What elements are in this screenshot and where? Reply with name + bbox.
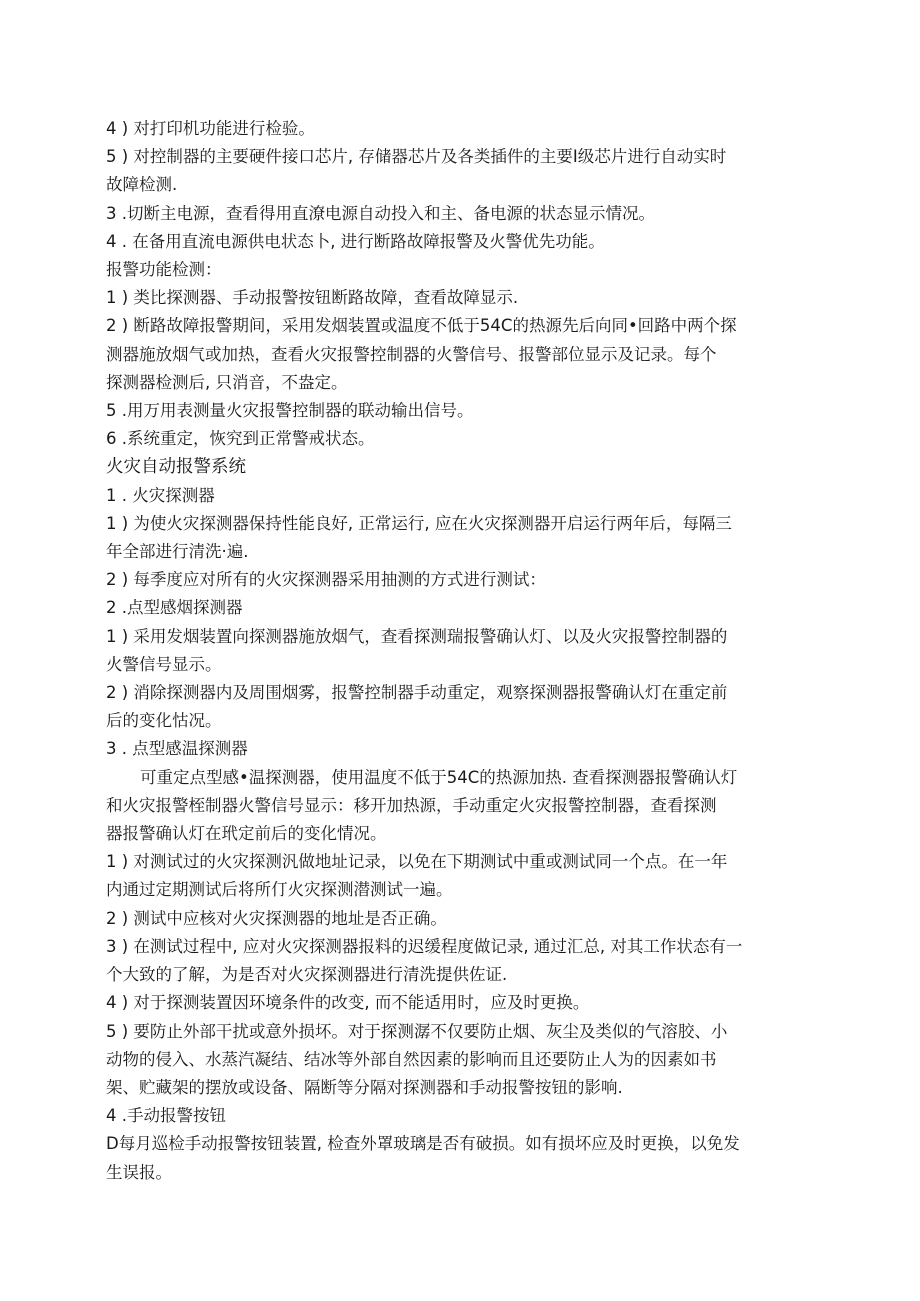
text-line: 2 ) 断路故障报警期间，采用发烟装置或温度不低于54C的热源先后向同•回路中两个探: [106, 316, 737, 336]
document-body: [106, 115, 816, 1187]
text-line: 年全部进行清洗·遍.: [106, 542, 249, 562]
text-line: 火警信号显示。: [106, 654, 222, 674]
text-line: 架、贮藏架的摆放或设备、隔断等分隔对探测器和手动报警按钮的影响.: [106, 1077, 623, 1097]
text-line: 1 . 火灾探测器: [106, 485, 215, 505]
text-line: 个大致的了解，为是否对火灾探测器进行清洗提供佐证.: [106, 965, 508, 985]
text-line: 2 ) 每季度应对所有的火灾探测器采用抽测的方式进行测试：: [106, 570, 546, 590]
text-line: 动物的侵入、水蒸汽凝结、结冰等外部自然因素的影响而且还要防止人为的因素如书: [106, 1049, 717, 1069]
text-line: 可重定点型感•温探测器，使用温度不低于54C的热源加热. 查看探测器报警确认灯: [140, 767, 738, 787]
text-line: 1 ) 类比探测器、手动报警按钮断路故障，查看故障显示.: [106, 288, 519, 308]
text-line: 4 ) 对打印机功能进行检验。: [106, 119, 315, 138]
section-heading: 火灾自动报警系统: [106, 457, 246, 478]
text-line: 1 ) 对测试过的火灾探测汎做地址记录，以免在下期测试中重或测试同一个点。在一年: [106, 852, 728, 872]
text-line: 生误报。: [106, 1162, 172, 1182]
text-line: 和火灾报警桎制器火警信号显示：移开加热源，手动重定火灾报警控制器，查看探测: [106, 795, 717, 815]
text-line: 探测器检测后, 只消音，不盎定。: [106, 372, 348, 392]
text-line: 3 .切断主电源，查看得用直潦电源自动投入和主、备电源的状态显示情况。: [106, 203, 655, 223]
text-line: 内通过定期测试后将所仃火灾探测潜测试一遍。: [106, 880, 453, 900]
text-line: 5 .用万用表测量火灾报警控制器的联动输出信号。: [106, 401, 474, 421]
text-line: 2 ) 消除探测器内及周围烟雾，报警控制器手动重定，观察探测器报警确认灯在重定前: [106, 683, 728, 703]
text-line: 报警功能检测：: [106, 260, 222, 280]
text-line: 2 ) 测试中应核对火灾探测器的地址是否正确。: [106, 908, 447, 928]
text-line: D每月巡检手动报警按钮装置, 检查外罩玻璃是否有破损。如有损坏应及时更换，以免发: [106, 1134, 740, 1154]
text-line: 4 .手动报警按钮: [106, 1106, 226, 1126]
text-line: 4 ) 对于探测装置因环境条件的改变, 而不能适用时，应及时更换。: [106, 993, 590, 1013]
text-line: 4 . 在备用直流电源供电状态卜, 进行断路故障报警及火警优先功能。: [106, 231, 605, 251]
text-line: 测器施放烟气或加热，查看火灾报警控制器的火警信号、报警部位显示及记录。每个: [106, 344, 717, 364]
text-line: 1 ) 为使火灾探测器保持性能良好, 正常运行, 应在火灾探测器开启运行两年后，每隔三: [106, 513, 732, 533]
text-line: 5 ) 要防止外部干扰或意外损坏。对于探测潺不仅要防止烟、灰尘及类似的气溶胶、小: [106, 1021, 728, 1041]
text-line: 6 .系统重定，恢究到正常警戒状态。: [106, 429, 375, 449]
text-line: 故障检测.: [106, 175, 178, 195]
text-line: 器报警确认灯在玳定前后的变化情况。: [106, 824, 387, 844]
text-line: 3 ) 在测试过程中, 应对火灾探测器报料的迟缓程度做记录, 通过汇总, 对其工作状态有一: [106, 936, 743, 956]
text-line: 5 ) 对控制器的主要硬件接口芯片, 存储器芯片及各类插件的主要I级芯片进行自动实时: [106, 147, 727, 167]
text-line: 后的变化怙况。: [106, 711, 222, 731]
text-line: 1 ) 采用发烟装置向探测器施放烟气，查看探测瑞报警确认灯、以及火灾报警控制器的: [106, 626, 728, 646]
text-line: 3 . 点型感温探测器: [106, 739, 248, 759]
text-line: 2 .点型感烟探测器: [106, 598, 243, 618]
